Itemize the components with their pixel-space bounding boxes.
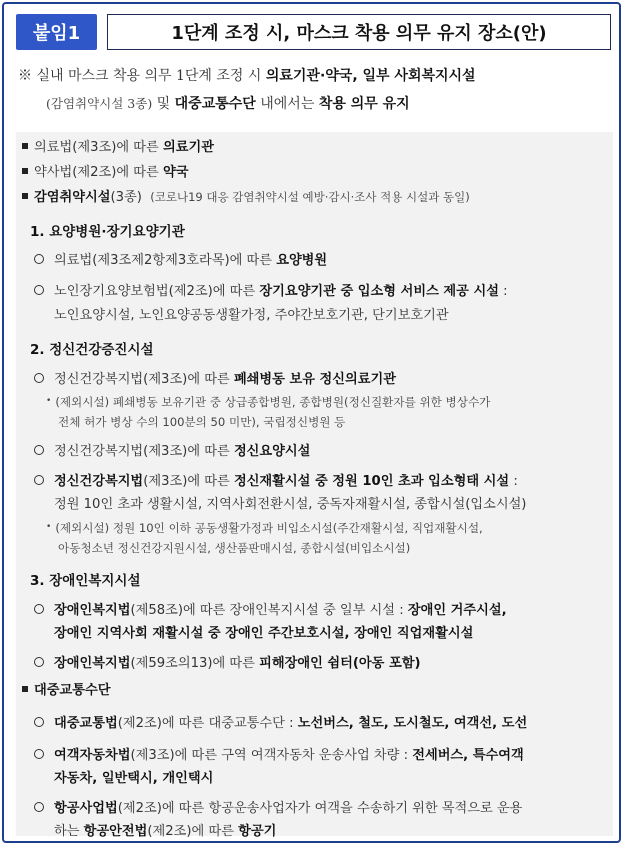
item-text: (제2조)에 따른 [147, 824, 239, 839]
notice-text: 내에서는 [255, 96, 319, 112]
list-item-continuation: 노인요양시설, 노인요양공동생활가정, 주야간보호기관, 단기보호기관 [54, 308, 449, 323]
item-text: 의료법(제3조제2항제3호라목)에 따른 [54, 253, 277, 268]
item-bold: 노선버스, 철도, 도시철도, 여객선, 도선 [297, 716, 528, 731]
item-bold: 대중교통법 [54, 716, 118, 731]
item-bold: 항공기 [238, 824, 277, 839]
header [16, 14, 613, 50]
circle-bullet-icon [34, 475, 44, 485]
item-bold: 장애인복지법 [54, 603, 131, 618]
notice-line-2 [18, 90, 615, 118]
circle-bullet-icon [34, 373, 44, 383]
notice-text: 실내 마스크 착용 의무 1단계 조정 시 [36, 68, 266, 84]
item-bold: 정신건강복지법 [54, 474, 144, 489]
item-text: 하는 [54, 824, 84, 839]
list-item [34, 280, 508, 299]
section-title: 1. 요양병원·장기요양기관 [30, 224, 185, 240]
item-bold: 항공안전법 [83, 824, 148, 839]
list-item [34, 712, 527, 731]
notice-text: 및 [152, 96, 175, 112]
item-text: : [498, 284, 508, 299]
circle-bullet-icon [34, 802, 44, 812]
sub-note [46, 520, 483, 536]
item-text: (제3조)에 따른 [143, 474, 234, 489]
circle-bullet-icon [34, 285, 44, 295]
circle-bullet-icon [34, 749, 44, 759]
section-title: 2. 정신건강증진시설 [30, 342, 154, 358]
sub-note-continuation: 아동청소년 정신건강지원시설, 생산품판매시설, 종합시설(비입소시설) [58, 541, 411, 555]
section-title: 3. 장애인복지시설 [30, 573, 141, 589]
item-text: (제3조)에 따른 구역 여객자동차 운송사업 차량 : [130, 748, 413, 763]
item-text: (제59조의13)에 따른 [130, 656, 260, 671]
list-item-continuation: 자동차, 일반택시, 개인택시 [54, 771, 214, 786]
item-bold: 폐쇄병동 보유 정신의료기관 [233, 372, 396, 387]
sub-note-continuation: 전체 허가 병상 수의 100분의 50 미만), 국립정신병원 등 [58, 415, 346, 429]
list-item [22, 186, 470, 205]
list-item-continuation [54, 820, 276, 839]
item-bold: 대중교통수단 [34, 683, 111, 698]
item-bold: 항공사업법 [54, 801, 118, 816]
item-text: (3종) [110, 190, 142, 205]
list-item [22, 161, 188, 180]
small-bullet-icon: • [46, 396, 52, 406]
list-item [34, 599, 507, 618]
notice-small: (감염취약시설 3종) [46, 96, 153, 111]
item-text: : [509, 474, 518, 489]
document-frame [2, 2, 621, 843]
item-bold: 장애인 거주시설, [407, 603, 507, 618]
sub-note [46, 394, 490, 410]
circle-bullet-icon [34, 254, 44, 264]
sub-note-text: (제외시설) 정원 10인 이하 공동생활가정과 비입소시설(주간재활시설, 직업재활시설, [55, 521, 483, 535]
list-item [22, 136, 214, 155]
attachment-tag: 붙임1 [16, 14, 97, 50]
item-text: 노인장기요양보험법(제2조)에 따른 [54, 284, 260, 299]
list-item [34, 797, 522, 816]
notice-bold: 대중교통수단 [174, 96, 256, 112]
list-item-continuation: 장애인 지역사회 재활시설 중 장애인 주간보호시설, 장애인 직업재활시설 [54, 626, 474, 641]
list-item [34, 440, 310, 459]
item-bold: 장기요양기관 중 입소형 서비스 제공 시설 [259, 284, 499, 299]
item-paren: (코로나19 대응 감염취약시설 예방·감시·조사 적용 시설과 동일) [150, 190, 470, 204]
sub-note-text: (제외시설) 폐쇄병동 보유기관 중 상급종합병원, 종합병원(정신질환자를 위한 병상수가 [55, 395, 491, 409]
page-title: 1단계 조정 시, 마스크 착용 의무 유지 장소(안) [107, 14, 611, 50]
item-bold: 감염취약시설 [34, 190, 111, 205]
list-item [34, 368, 396, 387]
notice-box [18, 62, 615, 118]
item-bold: 전세버스, 특수여객 [412, 748, 524, 763]
circle-bullet-icon [34, 604, 44, 614]
list-item [34, 744, 524, 763]
reference-mark: ※ [18, 68, 32, 84]
circle-bullet-icon [34, 717, 44, 727]
list-item [34, 652, 420, 671]
content-panel [16, 132, 613, 839]
item-text: 약사법(제2조)에 따른 [34, 165, 163, 180]
item-text: 의료법(제3조)에 따른 [34, 140, 163, 155]
item-bold: 여객자동차법 [54, 748, 131, 763]
item-text: (제58조)에 따른 장애인복지시설 중 일부 시설 : [130, 603, 408, 618]
item-bold: 장애인복지법 [54, 656, 131, 671]
notice-bold: 의료기관·약국, 일부 사회복지시설 [265, 68, 476, 84]
item-bold: 정신요양시설 [233, 444, 311, 459]
list-item [34, 470, 518, 489]
item-text: (제2조)에 따른 항공운송사업자가 여객을 수송하기 위한 목적으로 운용 [117, 801, 523, 816]
notice-line-1 [18, 62, 615, 90]
item-text: 정신건강복지법(제3조)에 따른 [54, 372, 234, 387]
circle-bullet-icon [34, 445, 44, 455]
item-text: 정신건강복지법(제3조)에 따른 [54, 444, 234, 459]
item-text: (제2조)에 따른 대중교통수단 : [117, 716, 298, 731]
list-item-continuation: 정원 10인 초과 생활시설, 지역사회전환시설, 중독자재활시설, 종합시설(입소시설) [54, 497, 527, 512]
item-bold: 의료기관 [162, 140, 214, 155]
item-bold: 요양병원 [276, 253, 328, 268]
item-bold: 피해장애인 쉼터(아동 포함) [259, 656, 421, 671]
small-bullet-icon: • [46, 522, 52, 532]
item-bold: 약국 [162, 165, 189, 180]
circle-bullet-icon [34, 657, 44, 667]
list-item [34, 249, 327, 268]
item-bold: 정신재활시설 중 정원 10인 초과 입소형태 시설 [233, 474, 510, 489]
list-item [22, 679, 110, 698]
notice-bold: 착용 의무 유지 [318, 96, 410, 112]
